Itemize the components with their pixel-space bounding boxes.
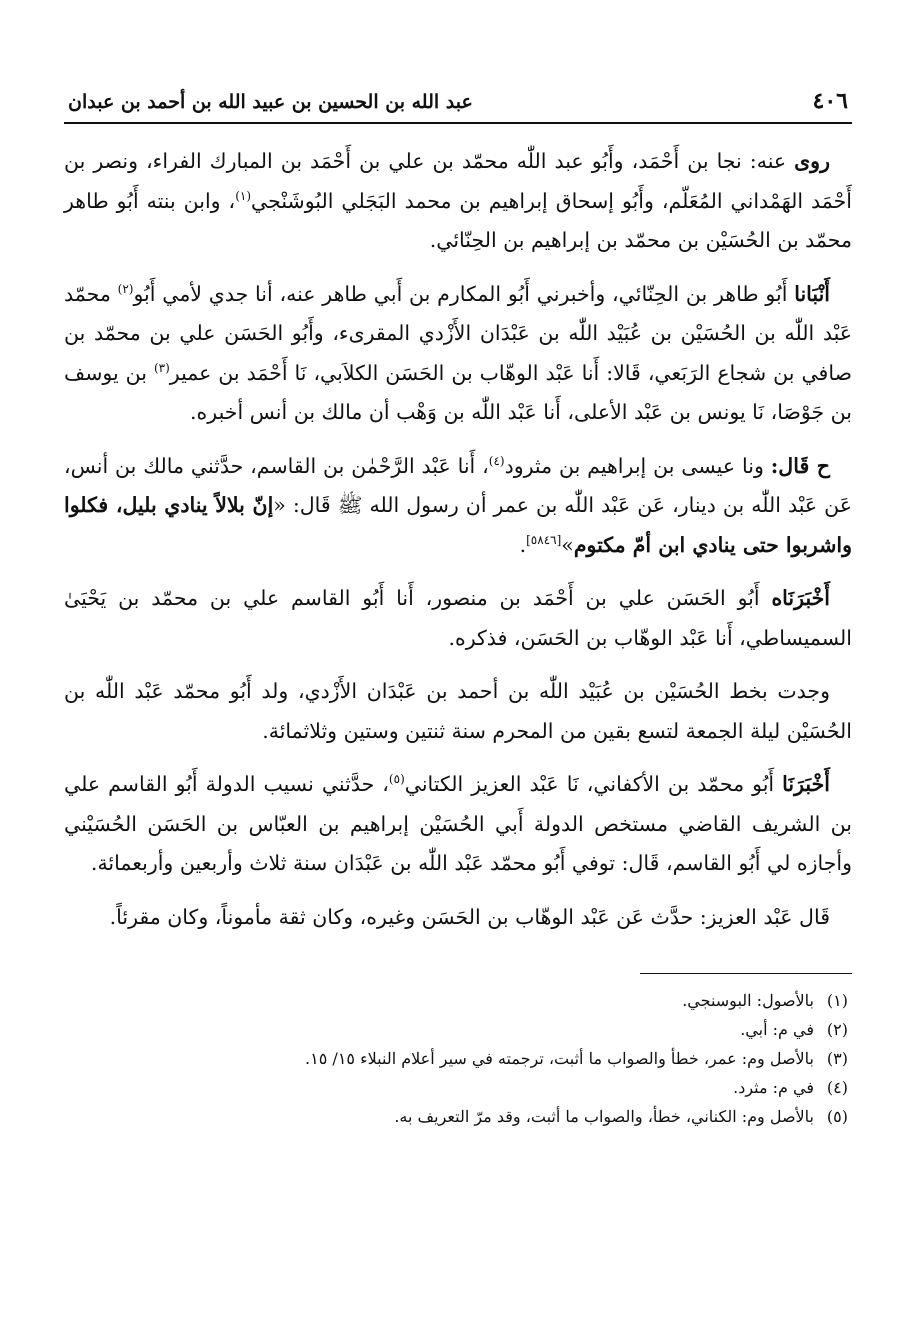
paragraph-text: بن يوسف بن جَوْصَا، نَا يونس بن عَبْد الأعلى، أَنا عَبْد اللّٰه بن وَهْب أن مالك بن أنس أخبره.	[64, 360, 852, 424]
paragraph-text: قَال عَبْد العزيز: حدَّث عَن عَبْد الوهّاب بن الحَسَن وغيره، وكان ثقة مأموناً، وكان مقرئاً.	[109, 904, 830, 929]
footnote-ref: (٤)	[488, 453, 505, 468]
footnote-ref: (١)	[235, 188, 252, 203]
footnote	[64, 1044, 848, 1073]
footnote-number: (٣)	[826, 1049, 848, 1068]
footnote-text: في م: مثرد.	[733, 1078, 814, 1097]
footnote	[64, 986, 848, 1015]
paragraph-lead: أَخْبَرَنَاه	[771, 586, 830, 610]
footnote	[64, 1102, 848, 1131]
footnote-text: بالأصول: البوسنجي.	[682, 991, 814, 1010]
footnote-separator-wrap	[64, 973, 852, 974]
footnote-number: (١)	[826, 991, 848, 1010]
footnote-number: (٢)	[826, 1020, 848, 1039]
paragraph-text: محمّد عَبْد اللّٰه بن الحُسَيْن بن عُبَيْد اللّٰه بن عَبْدَان الأَزْدي المقرىء، وأَبُو الحَسَن علي بن محمّد بن صافي بن شجاع الرَبَعي، قَالا: أَنا عَبْد الوهّاب بن الحَسَن الكلاَبي، نَا أَحْمَد بن عمير	[64, 281, 852, 385]
paragraph-assessment	[64, 898, 852, 938]
paragraph-text: أَبُو الحَسَن علي بن أَحْمَد بن منصور، أَنا أَبُو القاسم علي بن محمّد بن يَحْيَىٰ السميساطي، أَنا عَبْد الوهّاب بن الحَسَن، فذكره.	[64, 586, 852, 650]
paragraph-text: ، وابن بنته أَبُو طاهر محمّد بن الحُسَيْن بن محمّد بن إبراهيم بن الحِنّائي.	[64, 188, 852, 252]
paragraph-text: أَبُو محمّد بن الأكفاني، نَا عَبْد العزيز الكتاني	[404, 772, 783, 796]
paragraph-hadith	[64, 447, 852, 566]
footnote-number: (٤)	[826, 1078, 848, 1097]
paragraph-text: ، حدَّثني نسيب الدولة أَبُو القاسم علي بن الشريف القاضي مستخص الدولة أَبي الحُسَيْن إبراهيم بن العبّاس بن الحَسَن الحُسَيْني وأجازه لي أَبُو القاسم، قَال: توفي أَبُو محمّد عَبْد اللّٰه بن عَبْدَان سنة ثلاث وأربعين وأربعمائة.	[64, 772, 852, 875]
footnote	[64, 1015, 848, 1044]
paragraph-lead: أَخْبَرَنَا	[782, 772, 830, 796]
footnote-number: (٥)	[826, 1107, 848, 1126]
paragraph-lead: أَنْبَانا	[794, 281, 830, 306]
footnote-text: في م: أبي.	[740, 1020, 814, 1039]
paragraph-lead: ح قَال:	[770, 453, 830, 478]
footnote-ref: (٢)	[117, 281, 134, 296]
paragraph-text: وجدت بخط الحُسَيْن بن عُبَيْد اللّٰه بن أحمد بن عَبْدَان الأَزْدي، ولد أَبُو محمّد عَبْد اللّٰه بن الحُسَيْن ليلة الجمعة لتسع بقين من المحرم سنة ثنتين وستين وثلاثمائة.	[64, 679, 852, 743]
paragraph-text: ، أَنا عَبْد الرَّحْمٰن بن القاسم، حدَّثني مالك بن أنس، عَن عَبْد اللّٰه بن دينار، عَن عَبْد اللّٰه بن عمر أن رسول الله ﷺ قَال: «	[64, 453, 852, 517]
footnote	[64, 1073, 848, 1102]
paragraph-text: أَبُو طاهر بن الحِنّائي، وأخبرني أَبُو المكارم بن أَبي طاهر عنه، أنا جدي لأمي أَبُو	[133, 281, 795, 306]
paragraph-isnad-1	[64, 275, 852, 433]
paragraph-lead: روى	[794, 149, 830, 173]
footnote-separator	[640, 973, 852, 974]
page-number: ٤٠٦	[812, 88, 848, 114]
paragraph-narrators	[64, 142, 852, 261]
paragraph-text: ونا عيسى بن إبراهيم بن مثرود	[504, 453, 771, 478]
footnotes	[64, 986, 852, 1131]
paragraph-birth	[64, 672, 852, 751]
page-header	[64, 70, 852, 124]
paragraph-text: »	[561, 532, 574, 557]
main-text	[64, 142, 852, 937]
paragraph-text: .	[519, 532, 527, 557]
paragraph-isnad-2	[64, 579, 852, 658]
hadith-number: [٥٨٤٦]	[526, 532, 562, 547]
hadith-text: إنّ بلالاً ينادي بليل، فكلوا واشربوا حتى ينادي ابن أمّ مكتوم	[64, 493, 852, 557]
paragraph-text: عنه: نجا بن أَحْمَد، وأَبُو عبد اللّٰه محمّد بن علي بن أَحْمَد بن المبارك الفراء، ونصر بن أَحْمَد الهَمْداني المُعَلّم، وأَبُو إسحاق إبراهيم بن محمد البَجَلي البُوشَنْجي	[64, 149, 852, 213]
running-title: عبد الله بن الحسين بن عبيد الله بن أحمد بن عبدان	[68, 91, 473, 113]
footnote-text: بالأصل وم: الكناني، خطأ، والصواب ما أثبت، وقد مرّ التعريف به.	[394, 1107, 814, 1126]
paragraph-death	[64, 765, 852, 884]
footnote-text: بالأصل وم: عمر، خطأ والصواب ما أثبت، ترجمته في سير أعلام النبلاء ١٥/ ١٥.	[305, 1049, 814, 1068]
footnote-ref: (٥)	[388, 772, 405, 787]
footnote-ref: (٣)	[153, 360, 170, 375]
